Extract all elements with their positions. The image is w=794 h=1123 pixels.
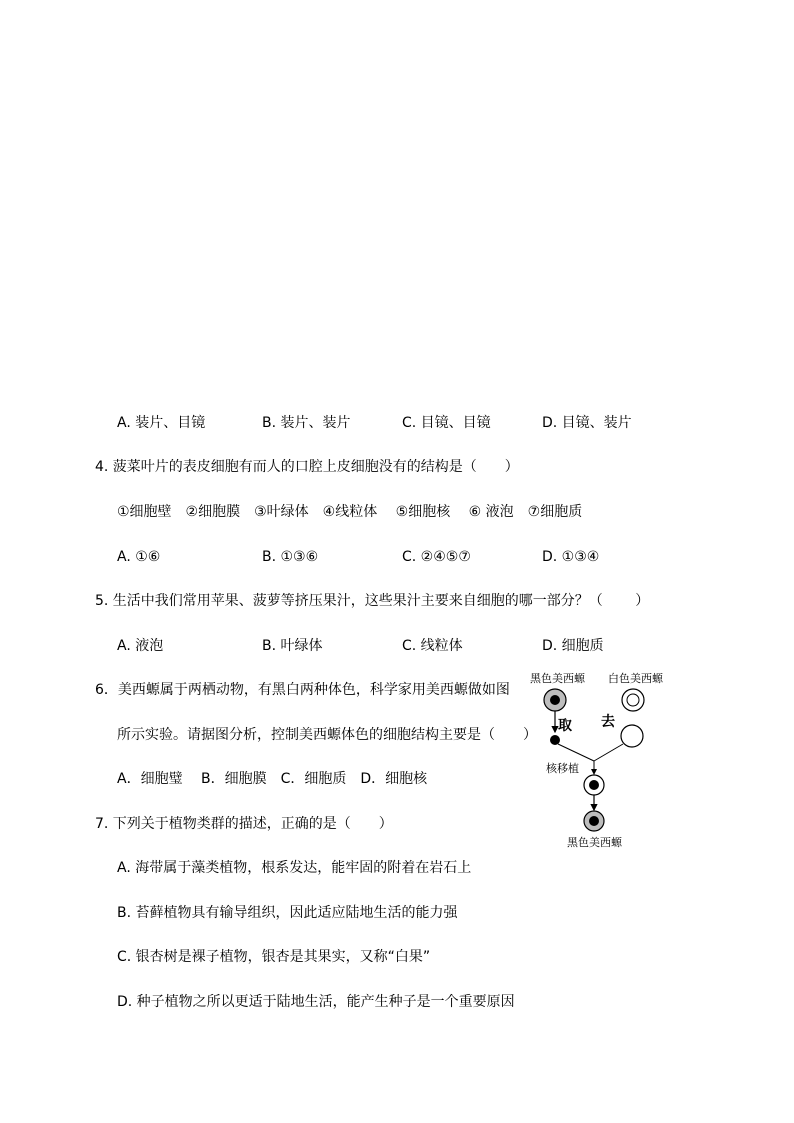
q7-stem: 7. 下列关于植物类群的描述，正确的是（ ） bbox=[95, 816, 393, 832]
q4-option-a: A. ①⑥ bbox=[117, 549, 161, 565]
q3-option-a: A. 装片、目镜 bbox=[117, 415, 206, 431]
white-egg-nucleus bbox=[627, 694, 639, 706]
take-label: 取 bbox=[558, 718, 572, 734]
q4-stem: 4. 菠菜叶片的表皮细胞有而人的口腔上皮细胞没有的结构是（ ） bbox=[95, 459, 519, 475]
q7-option-c: C. 银杏树是裸子植物，银杏是其果实，又称“白果” bbox=[117, 949, 431, 965]
q5-stem: 5. 生活中我们常用苹果、菠萝等挤压果汁，这些果汁主要来自细胞的哪一部分？（ ） bbox=[95, 593, 650, 609]
q6-stem-line2: 所示实验。请据图分析，控制美西螈体色的细胞结构主要是（ ） bbox=[117, 727, 537, 743]
black-salamander-label: 黑色美西螈 bbox=[530, 672, 585, 685]
q6-stem-line1: 6．美西螈属于两栖动物，有黑白两种体色，科学家用美西螈做如图 bbox=[95, 682, 510, 698]
q4-items: ①细胞壁 ②细胞膜 ③叶绿体 ④线粒体 ⑤细胞核 ⑥ 液泡 ⑦细胞质 bbox=[117, 504, 583, 520]
q5-option-d: D. 细胞质 bbox=[542, 638, 604, 654]
q7-option-a: A. 海带属于藻类植物，根系发达，能牢固的附着在岩石上 bbox=[117, 860, 472, 876]
q6-options: A．细胞璧 B．细胞膜 C．细胞质 D．细胞核 bbox=[117, 771, 428, 787]
q5-option-a: A. 液泡 bbox=[117, 638, 164, 654]
q4-option-d: D. ①③④ bbox=[542, 549, 600, 565]
q3-option-c: C. 目镜、目镜 bbox=[402, 415, 491, 431]
q4-option-c: C. ②④⑤⑦ bbox=[402, 549, 471, 565]
salamander-nuclear-transfer-diagram bbox=[520, 664, 680, 854]
q5-option-c: C. 线粒体 bbox=[402, 638, 463, 654]
white-salamander-label: 白色美西螈 bbox=[608, 672, 663, 685]
reconstructed-nucleus bbox=[589, 780, 599, 790]
q7-option-d: D. 种子植物之所以更适于陆地生活，能产生种子是一个重要原因 bbox=[117, 994, 515, 1010]
transplant-label: 核移植 bbox=[546, 762, 579, 775]
result-nucleus bbox=[589, 816, 599, 826]
q3-option-b: B. 装片、装片 bbox=[262, 415, 351, 431]
result-salamander-label: 黑色美西螈 bbox=[567, 836, 622, 849]
extracted-nucleus bbox=[550, 735, 560, 745]
q5-option-b: B. 叶绿体 bbox=[262, 638, 323, 654]
q3-option-d: D. 目镜、装片 bbox=[542, 415, 632, 431]
q4-option-b: B. ①③⑥ bbox=[262, 549, 319, 565]
remove-label: 去 bbox=[601, 714, 615, 730]
q7-option-b: B. 苔藓植物具有输导组织，因此适应陆地生活的能力强 bbox=[117, 905, 458, 921]
enucleated-cell bbox=[621, 725, 643, 747]
black-egg-nucleus bbox=[550, 695, 560, 705]
